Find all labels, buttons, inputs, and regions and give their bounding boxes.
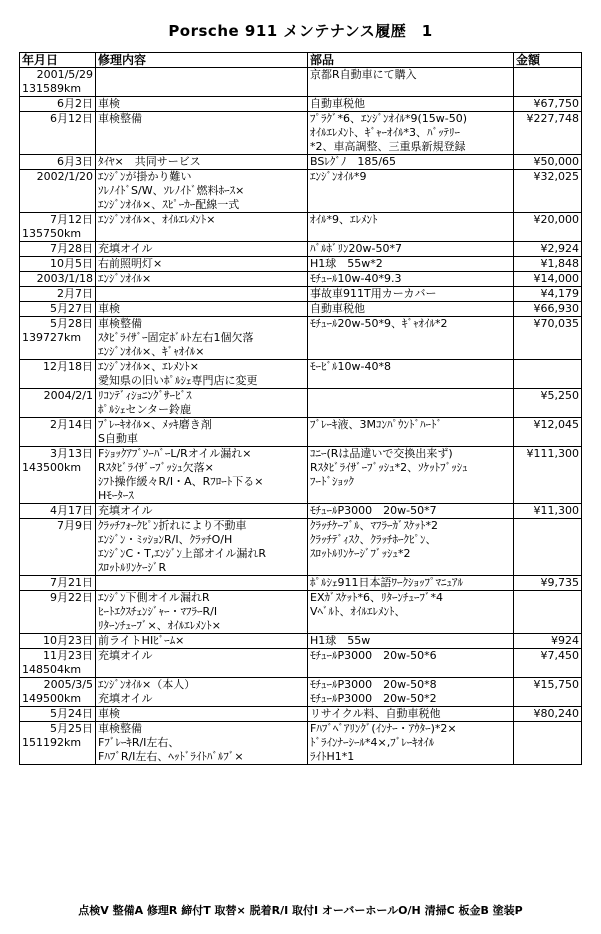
table-row	[20, 242, 582, 257]
date-text: 7月28日	[50, 242, 93, 255]
date-cell	[20, 447, 96, 504]
date-cell	[20, 287, 96, 302]
work-line: ﾎﾟﾙｼｪセンター鈴鹿	[98, 403, 192, 416]
parts-cell	[308, 389, 514, 418]
parts-line: Fﾊﾌﾞﾍﾞｱﾘﾝｸﾞ(ｲﾝﾅｰ・ｱｳﾀｰ)*2×	[310, 722, 457, 735]
parts-cell	[308, 68, 514, 97]
work-line: 車検	[98, 707, 120, 720]
work-cell	[96, 389, 308, 418]
parts-cell	[308, 591, 514, 634]
work-line: ｽﾀﾋﾞﾗｲｻﾞｰ固定ﾎﾞﾙﾄ左右1個欠落	[98, 331, 254, 344]
date-cell	[20, 519, 96, 576]
amount-cell	[514, 360, 582, 389]
parts-line: 京都R自動車にて購入	[310, 68, 417, 81]
date-text: 12月18日	[43, 360, 93, 373]
work-line: S自動車	[98, 432, 138, 445]
table-row	[20, 155, 582, 170]
work-cell	[96, 213, 308, 242]
work-line: ｴﾝｼﾞﾝｵｲﾙ×、ｴﾚﾒﾝﾄ×	[98, 360, 199, 373]
parts-line: ﾌﾞﾚｰｷ液、3Mｺﾝﾊﾟｳﾝﾄﾞﾊｰﾄﾞ	[310, 418, 442, 431]
header-row	[20, 53, 582, 68]
mileage-text: 149500km	[22, 692, 82, 705]
work-line: ﾌﾞﾚｰｷｵｲﾙ×、ﾒｯｷ磨き剤	[98, 418, 212, 431]
parts-line: ﾓﾁｭｰﾙ10w-40*9.3	[310, 272, 402, 285]
work-cell	[96, 678, 308, 707]
table-row	[20, 519, 582, 576]
parts-cell	[308, 447, 514, 504]
parts-line: ｵｲﾙｴﾚﾒﾝﾄ、ｷﾞｬｰｵｲﾙ*3、ﾊﾞｯﾃﾘｰ	[310, 126, 460, 139]
work-cell	[96, 707, 308, 722]
amount-cell: ¥66,930	[514, 302, 582, 317]
parts-line: ﾎﾟﾙｼｪ911日本語ﾜｰｸｼｮｯﾌﾟﾏﾆｭｱﾙ	[310, 576, 463, 589]
table-row	[20, 591, 582, 634]
work-line: Hﾓｰﾀｰｽ	[98, 489, 134, 502]
date-text: 2月14日	[50, 418, 93, 431]
table-row	[20, 649, 582, 678]
date-text: 10月23日	[43, 634, 93, 647]
mileage-text: 131589km	[22, 82, 82, 95]
date-cell	[20, 678, 96, 707]
work-line	[98, 287, 305, 301]
parts-cell	[308, 242, 514, 257]
parts-cell	[308, 97, 514, 112]
parts-line: ｸﾗｯﾁｹｰﾌﾞﾙ、ﾏﾌﾗｰｶﾞｽｹｯﾄ*2	[310, 519, 438, 532]
work-line: ｴﾝｼﾞﾝｵｲﾙ×、ｷﾞｬｵｲﾙ×	[98, 345, 205, 358]
table-row	[20, 97, 582, 112]
table-row	[20, 360, 582, 389]
date-cell	[20, 634, 96, 649]
legend: 点検V 整備A 修理R 締付T 取替× 脱着R/I 取付I オーバーホールO/H 清掃C 板金B 塗装P	[78, 904, 523, 917]
date-text: 2001/5/29	[36, 68, 93, 81]
parts-line: 事故車911T用カーカバー	[310, 287, 437, 300]
work-line: ｽﾛｯﾄﾙﾘﾝｹｰｼﾞR	[98, 561, 167, 574]
work-line: ｴﾝｼﾞﾝC・T,ｴﾝｼﾞﾝ上部オイル漏れR	[98, 547, 266, 560]
date-text: 5月25日	[50, 722, 93, 735]
work-line: FｼｮｯｸｱﾌﾞｿｰﾊﾞｰL/Rオイル漏れ×	[98, 447, 252, 460]
parts-cell	[308, 360, 514, 389]
table-row	[20, 68, 582, 97]
amount-cell: ¥1,848	[514, 257, 582, 272]
amount-cell: ¥70,035	[514, 317, 582, 360]
parts-line: ﾌﾟﾗｸﾞ*6、ｴﾝｼﾞﾝｵｲﾙ*9(15w-50)	[310, 112, 468, 125]
work-line: 充填オイル	[98, 692, 153, 705]
amount-cell: ¥20,000	[514, 213, 582, 242]
amount-cell: ¥14,000	[514, 272, 582, 287]
date-text: 5月24日	[50, 707, 93, 720]
parts-cell	[308, 112, 514, 155]
work-cell	[96, 272, 308, 287]
work-line: ｸﾗｯﾁﾌｫｰｸﾋﾟﾝ折れにより不動車	[98, 519, 247, 532]
amount-cell	[514, 722, 582, 765]
parts-cell	[308, 576, 514, 591]
parts-line: EXｶﾞｽｹｯﾄ*6、ﾘﾀｰﾝﾁｭｰﾌﾞ*4	[310, 591, 443, 604]
amount-cell: ¥67,750	[514, 97, 582, 112]
parts-line: ﾓﾁｭｰﾙP3000 20w-50*2	[310, 692, 437, 705]
amount-cell: ¥15,750	[514, 678, 582, 707]
parts-cell	[308, 257, 514, 272]
parts-cell	[308, 634, 514, 649]
parts-cell	[308, 418, 514, 447]
parts-cell	[308, 649, 514, 678]
date-cell	[20, 213, 96, 242]
work-cell	[96, 302, 308, 317]
work-cell	[96, 591, 308, 634]
work-cell	[96, 649, 308, 678]
parts-line: Vﾍﾞﾙﾄ、ｵｲﾙｴﾚﾒﾝﾄ、	[310, 605, 406, 618]
header-work: 修理内容	[96, 53, 308, 68]
amount-cell	[514, 519, 582, 576]
date-text: 9月22日	[50, 591, 93, 604]
amount-cell: ¥32,025	[514, 170, 582, 213]
work-cell	[96, 155, 308, 170]
amount-cell	[514, 68, 582, 97]
parts-line: ｺﾆｰ(Rは品違いで交換出来ず)	[310, 447, 453, 460]
date-text: 2004/2/1	[43, 389, 93, 402]
mileage-text: 139727km	[22, 331, 82, 344]
table-row	[20, 576, 582, 591]
work-line: ｴﾝｼﾞﾝｵｲﾙ×、ｵｲﾙｴﾚﾒﾝﾄ×	[98, 213, 216, 226]
table-row	[20, 112, 582, 155]
date-cell	[20, 707, 96, 722]
parts-line	[310, 389, 511, 403]
parts-line: ﾓﾁｭｰﾙP3000 20w-50*6	[310, 649, 437, 662]
table-row	[20, 418, 582, 447]
date-text: 6月12日	[50, 112, 93, 125]
date-text: 6月3日	[57, 155, 93, 168]
amount-cell: ¥11,300	[514, 504, 582, 519]
table-row	[20, 707, 582, 722]
work-line: FﾌﾞﾚｰｷR/I左右、	[98, 736, 180, 749]
work-line: 車検整備	[98, 722, 142, 735]
work-line: 前ライトHIﾋﾞｰﾑ×	[98, 634, 185, 647]
work-cell	[96, 112, 308, 155]
work-line: ｿﾚﾉｲﾄﾞS/W、ｿﾚﾉｲﾄﾞ燃料ﾎｰｽ×	[98, 184, 245, 197]
date-text: 10月5日	[50, 257, 93, 270]
work-line: 充填オイル	[98, 504, 153, 517]
parts-line: BSﾚｸﾞﾉ 185/65	[310, 155, 397, 168]
date-text: 2003/1/18	[36, 272, 93, 285]
parts-cell	[308, 504, 514, 519]
work-line: ﾀｲﾔ× 共同サービス	[98, 155, 201, 168]
work-line: 車検	[98, 97, 120, 110]
date-text: 2005/3/5	[43, 678, 93, 691]
work-cell	[96, 447, 308, 504]
parts-line: リサイクル料、自動車税他	[310, 707, 441, 720]
date-cell	[20, 649, 96, 678]
date-cell	[20, 389, 96, 418]
date-cell	[20, 170, 96, 213]
work-cell	[96, 634, 308, 649]
parts-line: ｽﾛｯﾄﾙﾘﾝｹｰｼﾞﾌﾞｯｼｭ*2	[310, 547, 411, 560]
table-row	[20, 287, 582, 302]
amount-cell: ¥5,250	[514, 389, 582, 418]
date-text: 11月23日	[43, 649, 93, 662]
table-row	[20, 213, 582, 242]
parts-cell	[308, 287, 514, 302]
amount-cell: ¥80,240	[514, 707, 582, 722]
amount-cell: ¥12,045	[514, 418, 582, 447]
table-row	[20, 447, 582, 504]
parts-line: 自動車税他	[310, 97, 365, 110]
parts-line: ﾄﾞﾗｲﾝﾅｰｼｰﾙ*4×,ﾌﾞﾚｰｷｵｲﾙ	[310, 736, 435, 749]
work-line: ﾋｰﾄｴｸｽﾁｪﾝｼﾞｬｰ・ﾏﾌﾗｰR/I	[98, 605, 218, 618]
work-line: 充填オイル	[98, 242, 153, 255]
work-line: ｴﾝｼﾞﾝが掛かり難い	[98, 170, 192, 183]
work-cell	[96, 504, 308, 519]
work-cell	[96, 418, 308, 447]
work-line: 右前照明灯×	[98, 257, 163, 270]
parts-cell	[308, 707, 514, 722]
parts-cell	[308, 519, 514, 576]
header-amount: 金額	[514, 53, 582, 68]
parts-line: ﾓｰﾋﾞﾙ10w-40*8	[310, 360, 391, 373]
parts-cell	[308, 155, 514, 170]
amount-cell: ¥50,000	[514, 155, 582, 170]
parts-cell	[308, 272, 514, 287]
work-line: 車検	[98, 302, 120, 315]
work-line: ｼﾌﾄ操作緩々R/I・A、Rﾌﾛｰﾄ下る×	[98, 475, 264, 488]
date-cell	[20, 155, 96, 170]
date-text: 2月7日	[57, 287, 93, 300]
work-line: ｴﾝｼﾞﾝ下側オイル漏れR	[98, 591, 210, 604]
date-text: 7月21日	[50, 576, 93, 589]
date-cell	[20, 576, 96, 591]
mileage-text: 148504km	[22, 663, 82, 676]
work-line: ｴﾝｼﾞﾝ・ﾐｯｼｮﾝR/I、ｸﾗｯﾁO/H	[98, 533, 233, 546]
date-text: 7月9日	[57, 519, 93, 532]
date-cell	[20, 722, 96, 765]
parts-line: ﾊﾞﾙﾎﾞﾘﾝ20w-50*7	[310, 242, 402, 255]
table-row	[20, 389, 582, 418]
date-text: 4月17日	[50, 504, 93, 517]
table-row	[20, 634, 582, 649]
date-cell	[20, 360, 96, 389]
parts-cell	[308, 722, 514, 765]
parts-line: H1球 55w	[310, 634, 371, 647]
parts-line: ﾓﾁｭｰﾙP3000 20w-50*8	[310, 678, 437, 691]
amount-cell: ¥7,450	[514, 649, 582, 678]
date-cell	[20, 257, 96, 272]
work-line: ｴﾝｼﾞﾝｵｲﾙ×（本人）	[98, 678, 196, 691]
work-cell	[96, 170, 308, 213]
mileage-text: 143500km	[22, 461, 82, 474]
maintenance-table	[19, 52, 582, 765]
table-row	[20, 302, 582, 317]
parts-line: 自動車税他	[310, 302, 365, 315]
date-text: 7月12日	[50, 213, 93, 226]
table-row	[20, 504, 582, 519]
work-line: Rｽﾀﾋﾞﾗｲｻﾞｰﾌﾞｯｼｭ欠落×	[98, 461, 214, 474]
date-cell	[20, 112, 96, 155]
work-cell	[96, 722, 308, 765]
parts-line: Rｽﾀﾋﾞﾗｲｻﾞｰﾌﾞｯｼｭ*2、ｿｹｯﾄﾌﾞｯｼｭ	[310, 461, 468, 474]
table-row	[20, 678, 582, 707]
work-cell	[96, 576, 308, 591]
work-cell	[96, 242, 308, 257]
amount-cell: ¥111,300	[514, 447, 582, 504]
header-parts: 部品	[308, 53, 514, 68]
table-row	[20, 170, 582, 213]
date-cell	[20, 317, 96, 360]
parts-line: *2、車高調整、三重県新規登録	[310, 140, 466, 153]
date-cell	[20, 591, 96, 634]
date-text: 5月28日	[50, 317, 93, 330]
work-line: 充填オイル	[98, 649, 153, 662]
date-cell	[20, 504, 96, 519]
work-line: ﾘﾀｰﾝﾁｭｰﾌﾞ×、ｵｲﾙｴﾚﾒﾝﾄ×	[98, 619, 221, 632]
amount-cell: ¥227,748	[514, 112, 582, 155]
work-cell	[96, 519, 308, 576]
work-line: FﾊﾌﾞR/I左右、ﾍｯﾄﾞﾗｲﾄﾊﾞﾙﾌﾞ×	[98, 750, 244, 763]
work-cell	[96, 287, 308, 302]
work-line: ｴﾝｼﾞﾝｵｲﾙ×、ｽﾋﾟｰｶｰ配線一式	[98, 198, 240, 211]
date-text: 6月2日	[57, 97, 93, 110]
date-cell	[20, 302, 96, 317]
work-cell	[96, 257, 308, 272]
date-cell	[20, 272, 96, 287]
date-text: 3月13日	[50, 447, 93, 460]
table-row	[20, 722, 582, 765]
work-cell	[96, 68, 308, 97]
parts-cell	[308, 317, 514, 360]
date-text: 5月27日	[50, 302, 93, 315]
mileage-text: 151192km	[22, 736, 82, 749]
work-line: ｴﾝｼﾞﾝｵｲﾙ×	[98, 272, 152, 285]
work-line	[98, 68, 305, 82]
date-cell	[20, 97, 96, 112]
amount-cell: ¥9,735	[514, 576, 582, 591]
parts-line: H1球 55w*2	[310, 257, 383, 270]
mileage-text: 135750km	[22, 227, 82, 240]
date-cell	[20, 418, 96, 447]
work-cell	[96, 97, 308, 112]
parts-cell	[308, 302, 514, 317]
parts-cell	[308, 170, 514, 213]
parts-cell	[308, 678, 514, 707]
work-cell	[96, 360, 308, 389]
amount-cell	[514, 591, 582, 634]
parts-line: ｴﾝｼﾞﾝｵｲﾙ*9	[310, 170, 367, 183]
work-line: 車検整備	[98, 317, 142, 330]
date-text: 2002/1/20	[36, 170, 93, 183]
work-line: 車検整備	[98, 112, 142, 125]
table-row	[20, 257, 582, 272]
header-date: 年月日	[20, 53, 96, 68]
table-row	[20, 317, 582, 360]
parts-line: ｵｲﾙ*9、ｴﾚﾒﾝﾄ	[310, 213, 378, 226]
parts-line: ﾓﾁｭｰﾙ20w-50*9、ｷﾞｬｵｲﾙ*2	[310, 317, 448, 330]
amount-cell: ¥924	[514, 634, 582, 649]
parts-line: ｸﾗｯﾁﾃﾞｨｽｸ、ｸﾗｯﾁﾎｰｸﾋﾟﾝ、	[310, 533, 437, 546]
work-cell	[96, 317, 308, 360]
page-title: Porsche 911 メンテナンス履歴 1	[168, 22, 433, 40]
work-line: ﾘｺﾝﾃﾞｨｼｮﾆﾝｸﾞｻｰﾋﾞｽ	[98, 389, 192, 402]
parts-line: ﾓﾁｭｰﾙP3000 20w-50*7	[310, 504, 437, 517]
work-line: 愛知県の旧いﾎﾟﾙｼｪ専門店に変更	[98, 374, 258, 387]
amount-cell: ¥4,179	[514, 287, 582, 302]
parts-line: ﾌｰﾄﾞｼｮｯｸ	[310, 475, 354, 488]
date-cell	[20, 242, 96, 257]
table-row	[20, 272, 582, 287]
parts-cell	[308, 213, 514, 242]
parts-line: ﾗｲﾄH1*1	[310, 750, 355, 763]
date-cell	[20, 68, 96, 97]
work-line	[98, 576, 305, 590]
amount-cell: ¥2,924	[514, 242, 582, 257]
